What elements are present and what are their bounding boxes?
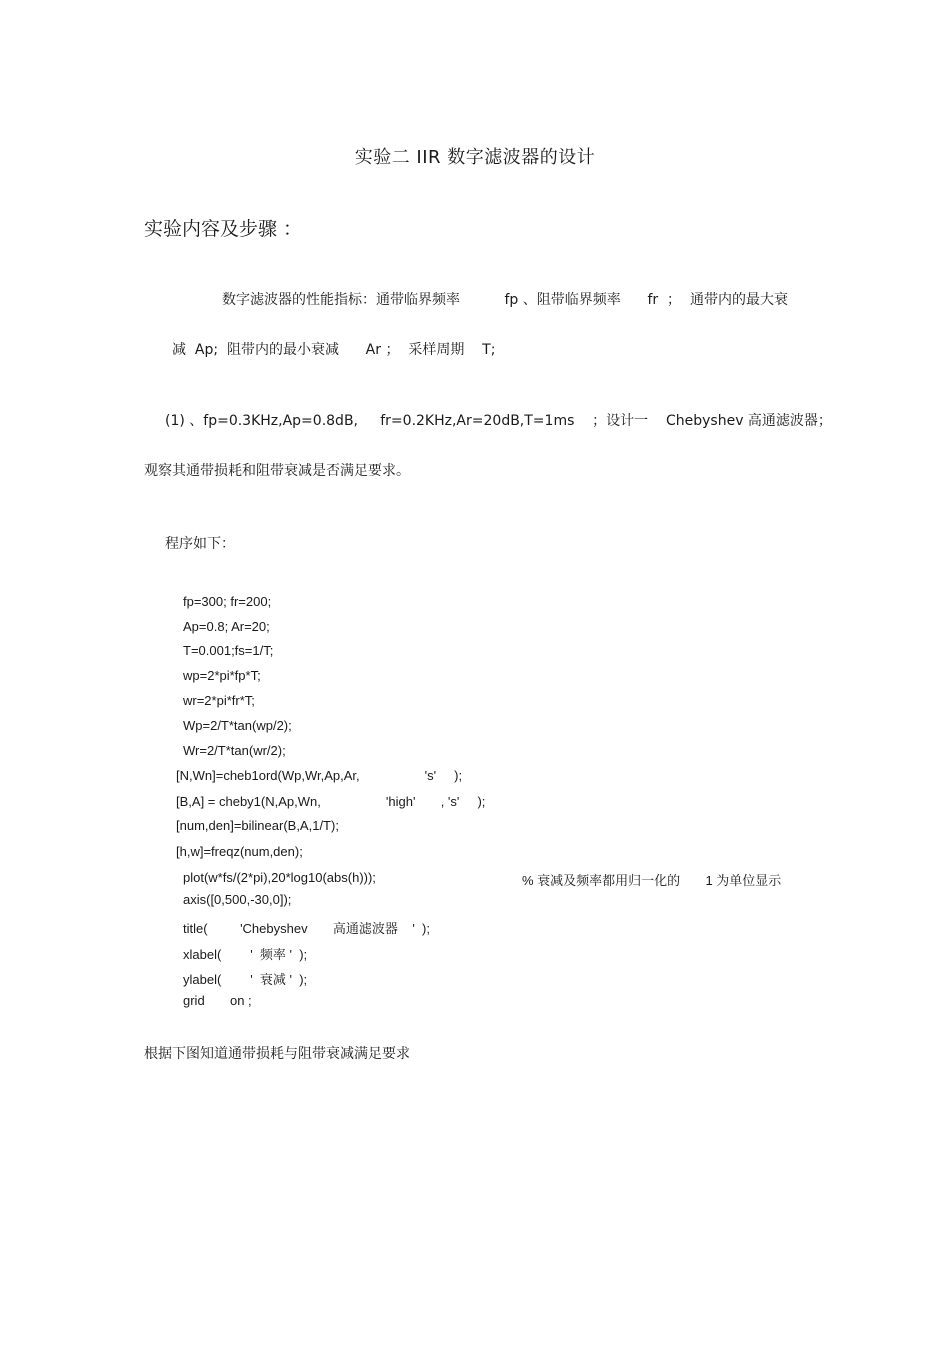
code-line: [num,den]=bilinear(B,A,1/T); bbox=[176, 818, 339, 833]
code-line: Wr=2/T*tan(wr/2); bbox=[183, 743, 286, 758]
code-line: plot(w*fs/(2*pi),20*log10(abs(h))); bbox=[183, 870, 376, 885]
code-line: T=0.001;fs=1/T; bbox=[183, 643, 274, 658]
code-line: title( 'Chebyshev 高通滤波器 ' ); bbox=[183, 921, 430, 936]
code-line: Ap=0.8; Ar=20; bbox=[183, 619, 270, 634]
conclusion-text: 根据下图知道通带损耗与阻带衰减满足要求 bbox=[144, 1046, 410, 1062]
intro-line-2: 减 Ap; 阻带内的最小衰减 Ar ； 采样周期 T; bbox=[172, 342, 496, 358]
program-label: 程序如下： bbox=[165, 536, 235, 552]
code-line: wr=2*pi*fr*T; bbox=[183, 693, 255, 708]
code-line: grid on ; bbox=[183, 993, 252, 1008]
task-line-2: 观察其通带损耗和阻带衰减是否满足要求。 bbox=[144, 463, 410, 479]
code-comment: % 衰减及频率都用归一化的 1 为单位显示 bbox=[522, 873, 782, 888]
code-line: [B,A] = cheby1(N,Ap,Wn, 'high' , 's' ); bbox=[176, 794, 486, 809]
page-title: 实验二 IIR 数字滤波器的设计 bbox=[354, 147, 596, 168]
task-line-1: (1) 、fp=0.3KHz,Ap=0.8dB, fr=0.2KHz,Ar=20dB,T=1ms ；设计一 Chebyshev 高通滤波器； bbox=[165, 413, 832, 429]
code-line: axis([0,500,-30,0]); bbox=[183, 892, 292, 907]
code-line: [h,w]=freqz(num,den); bbox=[176, 844, 303, 859]
code-line: wp=2*pi*fp*T; bbox=[183, 668, 261, 683]
code-line: fp=300; fr=200; bbox=[183, 594, 272, 609]
code-line: xlabel( ' 频率 ' ); bbox=[183, 947, 308, 962]
code-line: [N,Wn]=cheb1ord(Wp,Wr,Ap,Ar, 's' ); bbox=[176, 768, 463, 783]
intro-line-1: 数字滤波器的性能指标：通带临界频率 fp 、阻带临界频率 fr ； 通带内的最大衰 bbox=[222, 292, 788, 308]
section-heading: 实验内容及步骤 ： bbox=[144, 218, 303, 240]
code-line: Wp=2/T*tan(wp/2); bbox=[183, 718, 292, 733]
code-line: ylabel( ' 衰减 ' ); bbox=[183, 972, 308, 987]
